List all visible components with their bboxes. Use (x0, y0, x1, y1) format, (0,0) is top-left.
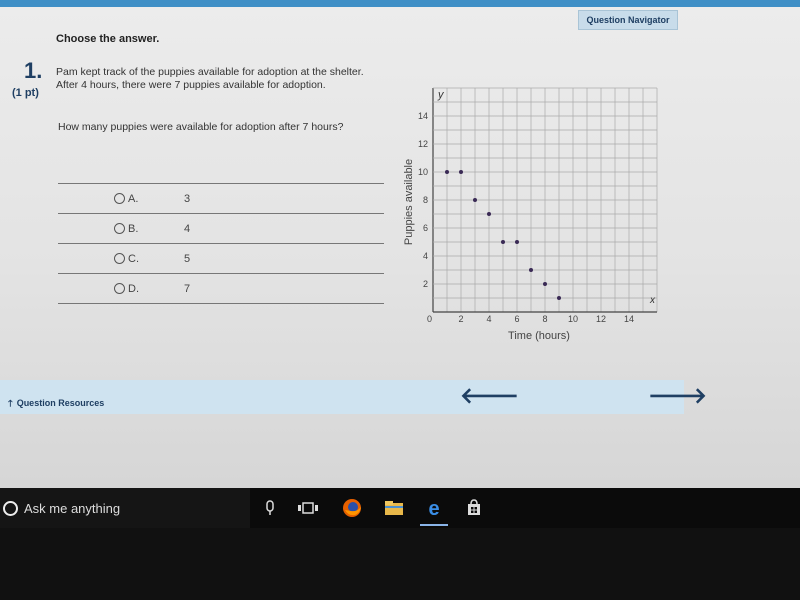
cortana-search-box[interactable] (0, 488, 250, 528)
choice-value: 7 (184, 282, 191, 295)
x-axis-title: Time (hours) (508, 330, 570, 342)
x-tick-label: 2 (458, 314, 464, 324)
cortana-icon (3, 501, 18, 516)
y-tick-label: 2 (422, 279, 428, 289)
radio-button-d[interactable] (114, 283, 125, 294)
choice-value: 5 (184, 252, 191, 265)
radio-button-a[interactable] (114, 193, 125, 204)
svg-text:e: e (428, 498, 440, 518)
y-tick-label: 4 (422, 251, 428, 261)
question-points: (1 pt) (12, 87, 39, 99)
choice-d[interactable] (58, 274, 384, 304)
x-tick-label: 6 (514, 314, 520, 324)
answer-choices (58, 183, 384, 304)
x-tick-label: 8 (542, 314, 548, 324)
y-tick-label: 10 (417, 167, 428, 177)
header-strip (0, 0, 800, 7)
question-prompt: How many puppies were available for adoption after 7 hours? (58, 121, 344, 133)
y-axis-letter: y (438, 89, 444, 101)
question-number: 1. (24, 58, 43, 83)
scatter-chart (395, 82, 675, 344)
y-tick-label: 12 (417, 139, 428, 149)
data-point (529, 268, 533, 272)
next-question-arrow-icon[interactable]: 🡒 (648, 383, 707, 408)
data-point (543, 282, 547, 286)
taskbar (0, 488, 800, 528)
choice-letter: A. (128, 192, 139, 205)
choice-a[interactable] (58, 184, 384, 214)
choice-letter: C. (128, 252, 139, 265)
data-point (445, 170, 449, 174)
choice-value: 3 (184, 192, 191, 205)
active-indicator (420, 524, 448, 526)
choice-letter: B. (128, 222, 139, 235)
y-axis-title: Puppies available (403, 158, 415, 246)
data-point (557, 296, 561, 300)
instruction-text: Choose the answer. (56, 33, 160, 45)
x-tick-label: 12 (595, 314, 607, 324)
grid (433, 88, 657, 312)
choice-b[interactable] (58, 214, 384, 244)
file-explorer-icon[interactable] (376, 488, 412, 528)
y-tick-label: 14 (417, 111, 428, 121)
x-tick-label: 10 (567, 314, 579, 324)
question-text: Pam kept track of the puppies available for adoption at the shelter. After 4 hours, there were 7 puppies available for adoption. (56, 66, 364, 91)
x-axis-letter: x (650, 295, 655, 306)
data-point (515, 240, 519, 244)
tick-labels (418, 111, 634, 324)
question-resources-link[interactable] (8, 396, 104, 412)
y-tick-label: 6 (422, 223, 428, 233)
search-label: Ask me anything (24, 500, 121, 516)
task-view-icon[interactable] (290, 488, 326, 528)
monitor-bezel (0, 528, 800, 600)
choice-letter: D. (128, 282, 139, 295)
data-point (473, 198, 477, 202)
y-tick-label: 8 (422, 195, 428, 205)
question-navigator-button[interactable]: Question Navigator (578, 10, 678, 30)
radio-button-c[interactable] (114, 253, 125, 264)
origin-label: 0 (427, 314, 433, 324)
choice-c[interactable] (58, 244, 384, 274)
up-arrow-icon: 🡑 (8, 398, 13, 408)
choice-value: 4 (184, 222, 191, 235)
data-point (487, 212, 491, 216)
question-resources-label: Question Resources (16, 398, 105, 408)
data-point (501, 240, 505, 244)
store-icon[interactable] (456, 488, 492, 528)
microphone-icon[interactable] (252, 488, 288, 528)
x-tick-label: 4 (486, 314, 492, 324)
edge-icon[interactable] (416, 488, 452, 528)
data-point (459, 170, 463, 174)
x-tick-label: 14 (623, 314, 635, 324)
firefox-icon[interactable] (334, 488, 370, 528)
radio-button-b[interactable] (114, 223, 125, 234)
previous-question-arrow-icon[interactable]: 🡐 (460, 383, 519, 408)
